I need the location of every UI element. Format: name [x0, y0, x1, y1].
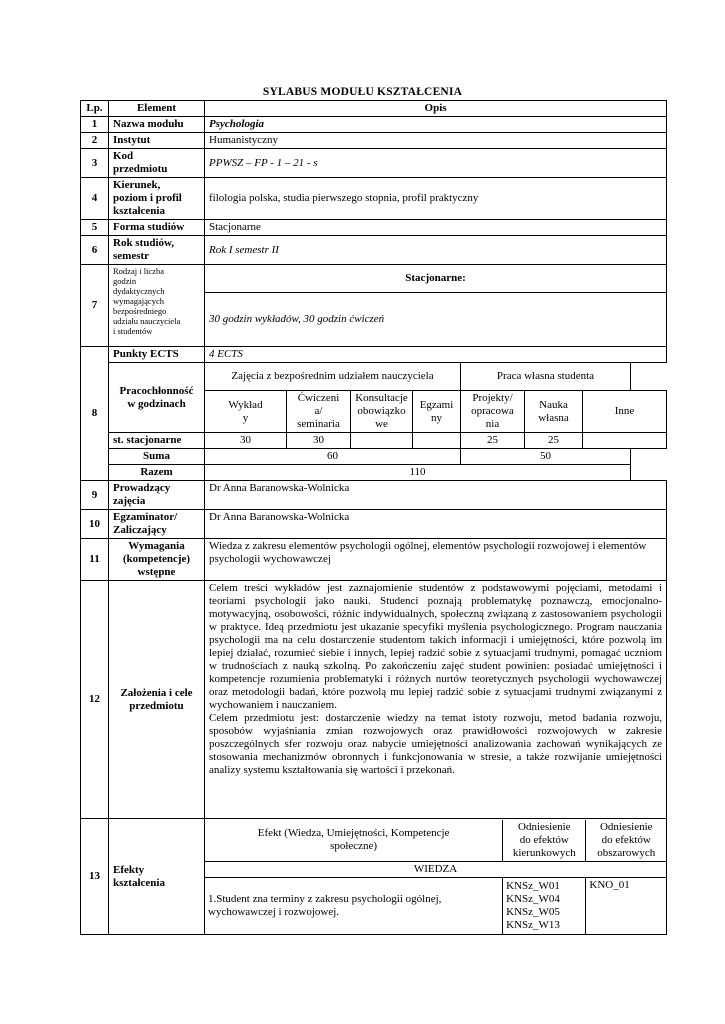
- course-code-value: PPWSZ – FP - 1 – 21 - s: [205, 149, 667, 178]
- row-number: 6: [81, 236, 109, 265]
- outcomes-header-row: [205, 820, 666, 862]
- stationary-heading: Stacjonarne:: [205, 265, 667, 293]
- col-projects: Projekty/ opracowa nia: [461, 391, 525, 433]
- self-study-group: Praca własna studenta: [461, 363, 631, 391]
- header-element: Element: [109, 101, 205, 117]
- module-name-value: Psychologia: [205, 117, 667, 133]
- sum-label: Suma: [109, 449, 205, 465]
- teaching-hours-value: 30 godzin wykładów, 30 godzin ćwiczeń: [205, 293, 667, 347]
- row-label-institute: Instytut: [109, 133, 205, 149]
- study-form-value: Stacjonarne: [205, 220, 667, 236]
- stationary-exercises-hours: 30: [287, 433, 351, 449]
- row-label-field-of-study: Kierunek, poziom i profil kształcenia: [109, 178, 205, 220]
- row-number: 3: [81, 149, 109, 178]
- row-number: 13: [81, 819, 109, 935]
- row-label-course-objectives: Założenia i cele przedmiotu: [109, 581, 205, 819]
- sum-self-study-hours: 50: [461, 449, 631, 465]
- header-lp: Lp.: [81, 101, 109, 117]
- table-row: [81, 581, 667, 819]
- objectives-paragraph: Celem treści wykładów jest zaznajomienie studentów z podstawowymi pojęciami, metodami i teoriami psychologii jako nauki. Studenci poznają problematykę poznawczą, emocjonalno-motywacyjną, osobowości, różnic indywidualnych, społeczną związaną z zastosowaniem psychologii w praktyce. Ideą przedmiotu jest ukazanie specyfiki myślenia psychologicznego. Program nauczania psychologii ma na celu dostarczenie studentom takich informacji i umiejętności, które pozwolą im lepiej działać, rozumieć siebie i innych, lepiej radzić sobie z sytuacjami trudnymi, pomagać uczniom w trudnościach z nauką szkolną. Po zakończeniu zajęć student powinien: posiadać umiejętności i kompetencje rozumienia problematyki i różnych nurtów teoretycznych psychologii wychowawczej oraz metodologii badań, które pozwolą mu lepiej radzić sobie z sytuacjami trudnymi związanymi z wychowaniem i nauczaniem.: [209, 582, 663, 711]
- outcome-text: 1.Student zna terminy z zakresu psychologii ogólnej, wychowawczej i rozwojowej.: [205, 878, 503, 934]
- table-row: [81, 149, 667, 178]
- row-number: 12: [81, 581, 109, 819]
- row-label-examiner: Egzaminator/ Zaliczający: [109, 510, 205, 539]
- col-lectures: Wykład y: [205, 391, 287, 433]
- table-row: [81, 117, 667, 133]
- outcome-area-codes: KNO_01: [586, 878, 666, 934]
- ects-label: Punkty ECTS: [109, 347, 205, 363]
- effort-label: Pracochłonność w godzinach: [109, 363, 205, 433]
- table-row: [81, 449, 667, 465]
- table-row: [81, 481, 667, 510]
- col-directional-reference: Odniesienie do efektów kierunkowych: [503, 820, 586, 862]
- outcomes-inner-table: [205, 820, 666, 934]
- page-title: SYLABUS MODUŁU KSZTAŁCENIA: [262, 86, 463, 98]
- syllabus-table: [80, 100, 667, 935]
- row-number: 9: [81, 481, 109, 510]
- col-consultations: Konsultacje obowiązko we: [351, 391, 413, 433]
- table-row: [81, 220, 667, 236]
- row-label-year-semester: Rok studiów, semestr: [109, 236, 205, 265]
- row-label-module-name: Nazwa modułu: [109, 117, 205, 133]
- row-label-prerequisites: Wymagania (kompetencje) wstępne: [109, 539, 205, 581]
- table-row: [81, 133, 667, 149]
- stationary-row-label: st. stacjonarne: [109, 433, 205, 449]
- row-number: 11: [81, 539, 109, 581]
- objectives-paragraph: Celem przedmiotu jest: dostarczenie wiedzy na temat istoty rozwoju, metod badania rozwoju, sposobów wyjaśniania zmian rozwojowych oraz prawidłowości rozwojowych w zakresie poszczególnych sfer rozwoju oraz nabycie umiejętności analizowania zachowań wynikających ze stosowania mechanizmów obronnych i funkcjonowania w stresie, a także rozwijanie umiejętności analizy systemu kształtowania się wartości i przekonań.: [209, 712, 663, 776]
- row-number: 8: [81, 347, 109, 481]
- row-label-learning-outcomes: Efekty kształcenia: [109, 819, 205, 935]
- header-opis: Opis: [205, 101, 667, 117]
- row-label-lecturer: Prowadzący zajęcia: [109, 481, 205, 510]
- table-row: [81, 363, 667, 391]
- table-row: [81, 236, 667, 265]
- outcome-row: [205, 878, 666, 934]
- row-number: 1: [81, 117, 109, 133]
- total-label: Razem: [109, 465, 205, 481]
- stationary-exams-hours: [413, 433, 461, 449]
- stationary-other-hours: [583, 433, 667, 449]
- institute-value: Humanistyczny: [205, 133, 667, 149]
- row-label-study-form: Forma studiów: [109, 220, 205, 236]
- col-self-study: Nauka własna: [525, 391, 583, 433]
- sum-contact-hours: 60: [205, 449, 461, 465]
- row-number: 2: [81, 133, 109, 149]
- total-hours: 110: [205, 465, 631, 481]
- examiner-value: Dr Anna Baranowska-Wolnicka: [205, 510, 667, 539]
- col-exams: Egzami ny: [413, 391, 461, 433]
- row-label-course-code: Kod przedmiotu: [109, 149, 205, 178]
- stationary-consultations-hours: [351, 433, 413, 449]
- table-header-row: [81, 101, 667, 117]
- course-objectives-value: [205, 581, 667, 819]
- outcomes-section-row: [205, 862, 666, 878]
- col-other: Inne: [583, 391, 667, 433]
- lecturer-value: Dr Anna Baranowska-Wolnicka: [205, 481, 667, 510]
- table-row: [81, 265, 667, 293]
- stationary-projects-hours: 25: [461, 433, 525, 449]
- col-effect: Efekt (Wiedza, Umiejętności, Kompetencje społeczne): [205, 820, 503, 862]
- knowledge-section-heading: WIEDZA: [205, 862, 666, 878]
- learning-outcomes-table: [205, 819, 667, 935]
- col-exercises: Ćwiczeni a/ seminaria: [287, 391, 351, 433]
- table-row: [81, 539, 667, 581]
- field-of-study-value: filologia polska, studia pierwszego stopnia, profil praktyczny: [205, 178, 667, 220]
- year-semester-value: Rok I semestr II: [205, 236, 667, 265]
- row-number: 10: [81, 510, 109, 539]
- col-area-reference: Odniesienie do efektów obszarowych: [586, 820, 666, 862]
- table-row: [81, 819, 667, 935]
- table-row: [81, 433, 667, 449]
- table-row: [81, 178, 667, 220]
- contact-hours-group: Zajęcia z bezpośrednim udziałem nauczyciela: [205, 363, 461, 391]
- row-number: 7: [81, 265, 109, 347]
- outcome-directional-codes: KNSz_W01 KNSz_W04 KNSz_W05 KNSz_W13: [503, 878, 586, 934]
- table-row: [81, 347, 667, 363]
- table-row: [81, 465, 667, 481]
- table-row: [81, 510, 667, 539]
- prerequisites-value: Wiedza z zakresu elementów psychologii ogólnej, elementów psychologii rozwojowej i elementów psychologii wychowawczej: [205, 539, 667, 581]
- row-number: 5: [81, 220, 109, 236]
- ects-value: 4 ECTS: [205, 347, 667, 363]
- stationary-lectures-hours: 30: [205, 433, 287, 449]
- row-label-teaching-hours: Rodzaj i liczba godzin dydaktycznych wymagających bezpośredniego udziału nauczyciela i studentów: [109, 265, 205, 347]
- row-number: 4: [81, 178, 109, 220]
- stationary-self-study-hours: 25: [525, 433, 583, 449]
